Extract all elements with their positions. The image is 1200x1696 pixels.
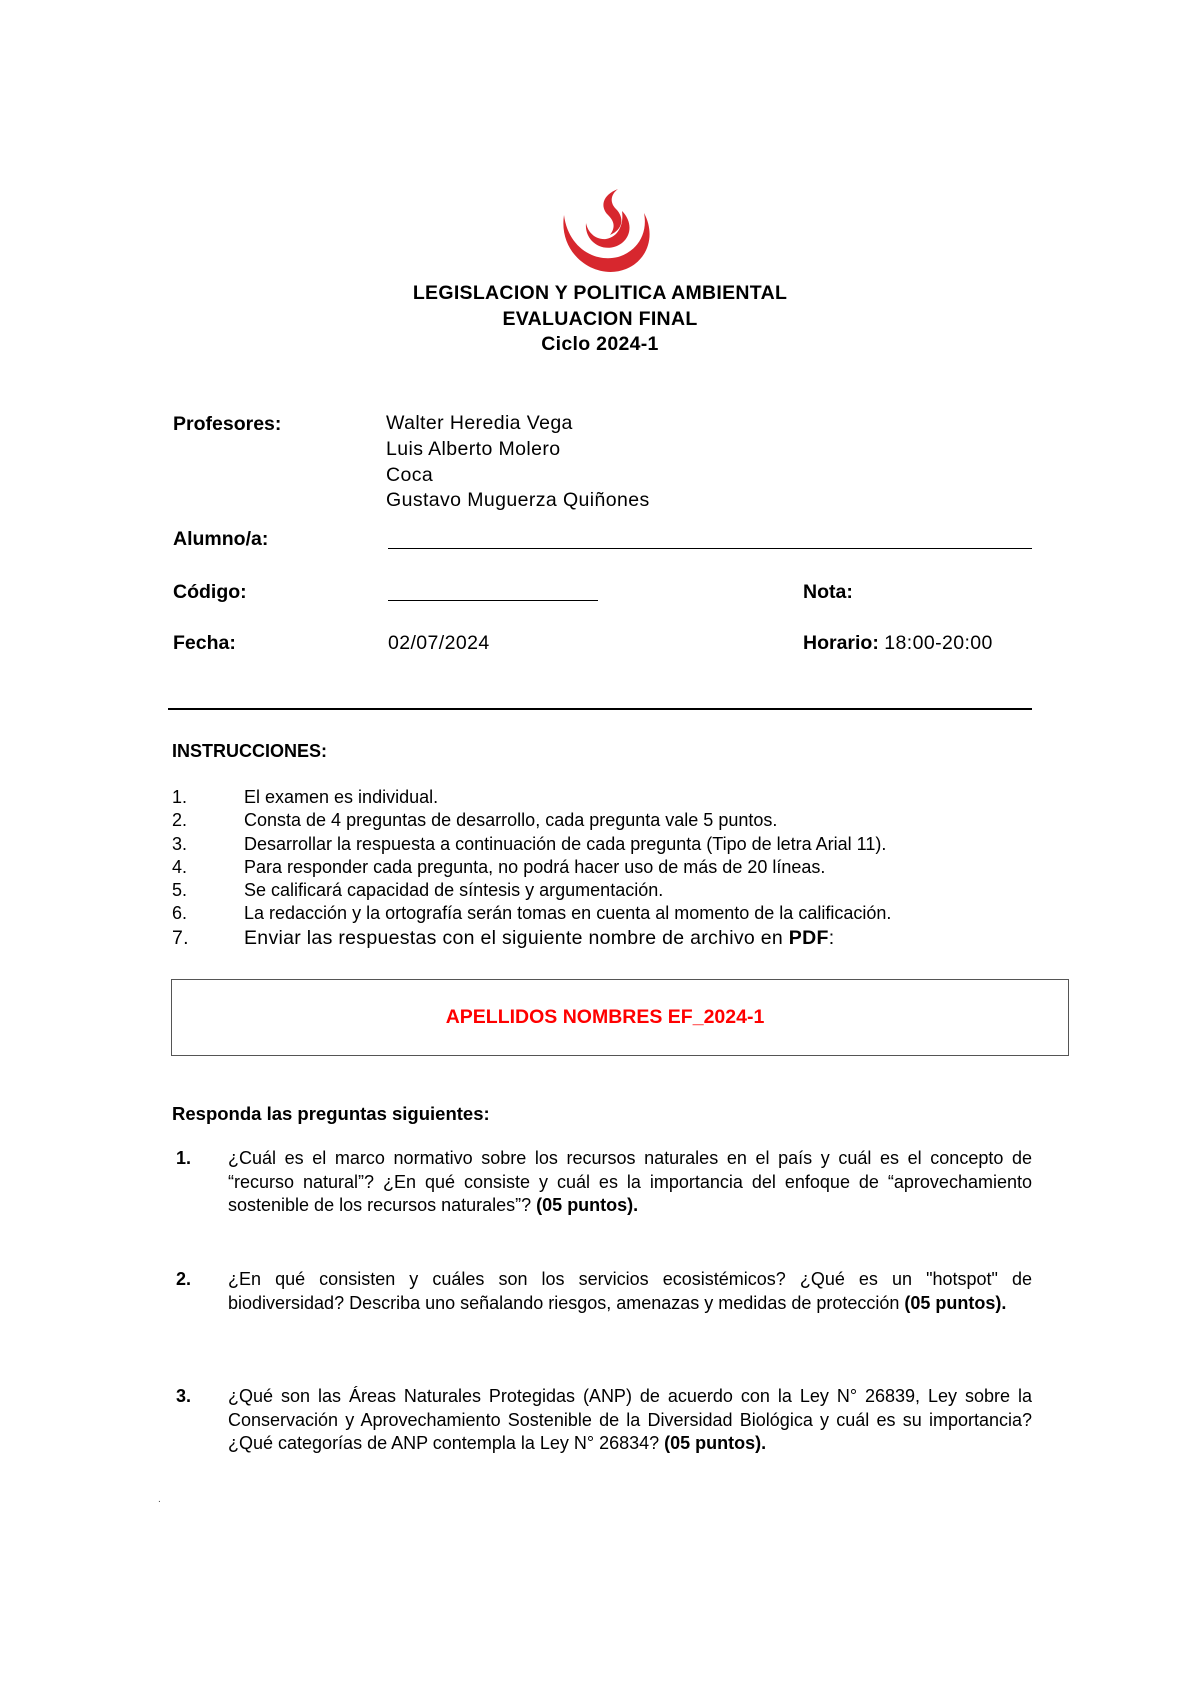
question-body: ¿Qué son las Áreas Naturales Protegidas (ANP) de acuerdo con la Ley N° 26839, Ley sobre la Conservación y Aprovechamiento Sostenible de la Diversidad Biológica y cuál es su importancia? ¿Qué categorías de ANP contempla la Ley N° 26834? xyxy=(228,1386,1032,1453)
instruction-text-start: Enviar las respuestas con el siguiente nombre de archivo en xyxy=(244,926,789,949)
question-item xyxy=(172,1385,1032,1456)
instruction-number: 3. xyxy=(172,833,188,854)
question-number: 2. xyxy=(176,1269,192,1289)
professor-name: Gustavo Muguerza Quiñones xyxy=(386,489,650,512)
exam-title: EVALUACION FINAL xyxy=(502,308,698,330)
instruction-number: 7. xyxy=(172,926,189,949)
schedule xyxy=(803,632,993,655)
question-text xyxy=(228,1385,1032,1456)
professors-label: Profesores: xyxy=(173,413,282,435)
question-body: ¿Cuál es el marco normativo sobre los recursos naturales en el país y cuál es el concepto de “recurso natural”? ¿En qué consiste y cuál es la importancia del enfoque de “aprovechamiento sostenible de los recursos naturales”? xyxy=(228,1148,1032,1215)
question-points: (05 puntos). xyxy=(664,1433,767,1453)
code-blank[interactable] xyxy=(388,600,598,601)
instruction-number: 2. xyxy=(172,810,188,831)
date-label: Fecha: xyxy=(173,632,236,654)
stray-mark: . xyxy=(158,1494,161,1505)
date-value: 02/07/2024 xyxy=(388,632,490,654)
student-name-blank[interactable] xyxy=(388,548,1032,549)
question-points: (05 puntos). xyxy=(536,1195,639,1215)
question-text xyxy=(228,1147,1032,1218)
questions-intro: Responda las preguntas siguientes: xyxy=(172,1103,490,1124)
code-label: Código: xyxy=(173,581,247,603)
course-title: LEGISLACION Y POLITICA AMBIENTAL xyxy=(412,282,788,304)
professors-list xyxy=(386,411,650,514)
instruction-text: El examen es individual. xyxy=(244,787,439,807)
schedule-label: Horario: xyxy=(803,632,879,654)
instruction-number: 1. xyxy=(172,787,188,807)
cycle-title: Ciclo 2024-1 xyxy=(541,333,659,355)
professor-name: Walter Heredia Vega xyxy=(386,412,573,434)
instruction-text: Consta de 4 preguntas de desarrollo, cada pregunta vale 5 puntos. xyxy=(244,810,778,831)
instruction-text: Para responder cada pregunta, no podrá hacer uso de más de 20 líneas. xyxy=(244,856,826,877)
student-label: Alumno/a: xyxy=(173,528,269,550)
file-name-text: APELLIDOS NOMBRES EF_2024-1 xyxy=(445,1006,765,1028)
pdf-format-label: PDF xyxy=(788,926,829,949)
schedule-value: 18:00-20:00 xyxy=(884,632,993,654)
question-points: (05 puntos). xyxy=(904,1292,1007,1313)
professor-name: Coca xyxy=(386,463,434,486)
question-item xyxy=(172,1268,1032,1315)
instruction-text-end: : xyxy=(828,926,835,949)
question-number: 1. xyxy=(176,1148,192,1168)
professor-name: Luis Alberto Molero xyxy=(386,437,561,460)
question-body: ¿En qué consisten y cuáles son los servicios ecosistémicos? ¿Qué es un "hotspot" de biodiversidad? Describa uno señalando riesgos, amenazas y medidas de protección xyxy=(228,1269,1032,1313)
instruction-text xyxy=(244,927,834,950)
instruction-number: 6. xyxy=(172,903,188,924)
instructions-title: INSTRUCCIONES: xyxy=(172,741,328,761)
upc-logo-icon xyxy=(556,185,654,280)
section-divider xyxy=(168,708,1032,710)
file-name-box xyxy=(171,979,1069,1056)
instruction-number: 4. xyxy=(172,856,188,877)
instruction-text: Desarrollar la respuesta a continuación de cada pregunta (Tipo de letra Arial 11). xyxy=(244,833,887,854)
instruction-text: La redacción y la ortografía serán tomas en cuenta al momento de la calificación. xyxy=(244,903,892,924)
question-item xyxy=(172,1147,1032,1218)
instruction-text: Se calificará capacidad de síntesis y argumentación. xyxy=(244,880,664,901)
question-text xyxy=(228,1268,1032,1315)
instruction-number: 5. xyxy=(172,880,188,901)
question-number: 3. xyxy=(176,1386,192,1406)
grade-label: Nota: xyxy=(803,581,853,603)
